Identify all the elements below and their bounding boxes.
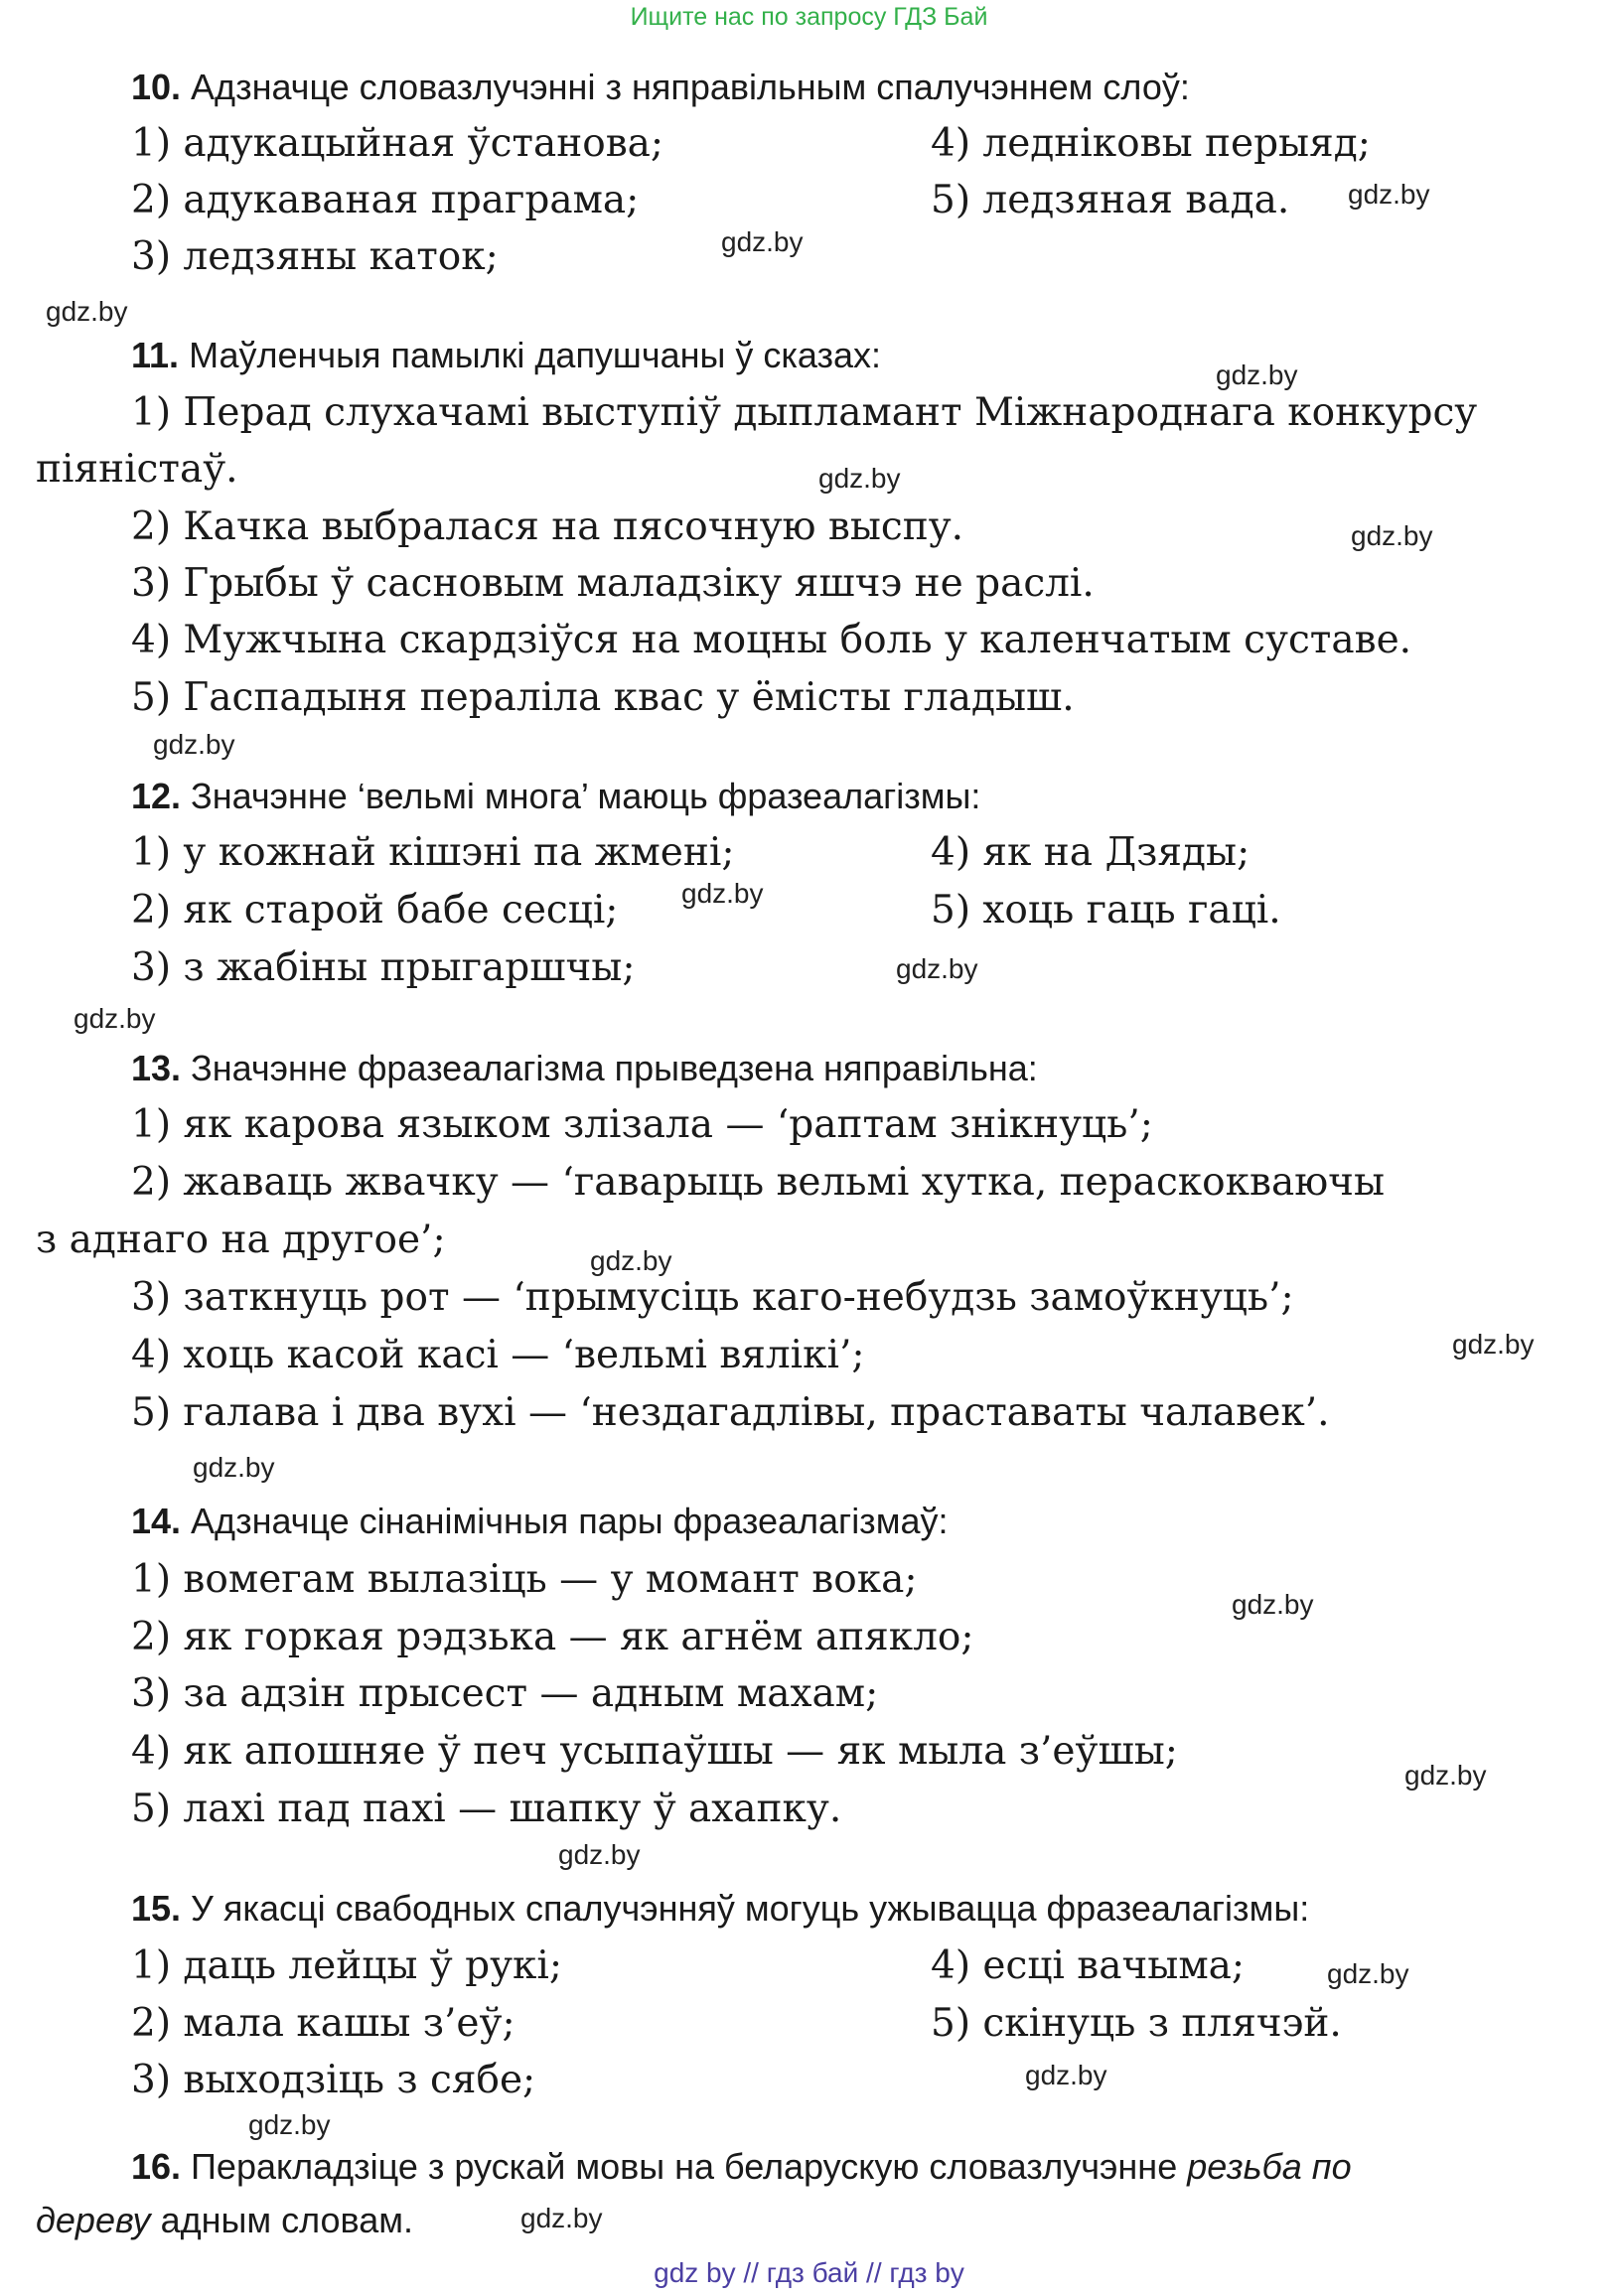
question-number: 14.: [131, 1501, 182, 1541]
question-12-heading: [131, 773, 980, 820]
watermark: gdz.by: [896, 953, 978, 984]
watermark: gdz.by: [1216, 359, 1298, 390]
q10-option-5: 5) ледзяная вада.: [931, 178, 1290, 222]
question-number: 16.: [131, 2146, 182, 2187]
watermark: gdz.by: [46, 296, 128, 327]
question-15-heading: [131, 1885, 1309, 1933]
watermark: gdz.by: [1232, 1589, 1314, 1620]
q15-option-3: 3) выходзіць з сябе;: [131, 2058, 536, 2102]
q10-option-2: 2) адукаваная праграма;: [131, 178, 640, 222]
watermark: gdz.by: [248, 2109, 331, 2140]
q12-option-1: 1) у кожнай кішэні па жмені;: [131, 830, 735, 875]
question-number: 10.: [131, 67, 182, 107]
watermark: gdz.by: [590, 1245, 672, 1276]
question-number: 12.: [131, 776, 182, 816]
q10-option-4: 4) ледніковы перыяд;: [931, 121, 1371, 166]
watermark: gdz.by: [1452, 1329, 1535, 1360]
q12-option-2: 2) як старой бабе сесці;: [131, 888, 619, 933]
question-16-continued: [36, 2197, 413, 2244]
q15-option-1: 1) даць лейцы ў рукі;: [131, 1943, 563, 1988]
question-number: 11.: [131, 335, 180, 375]
question-text: Адзначце словазлучэнні з няправільным спалучэннем слоў:: [181, 67, 1190, 107]
watermark: gdz.by: [193, 1452, 275, 1483]
q15-option-5: 5) скінуць з плячэй.: [931, 2001, 1342, 2046]
question-text: адным словам.: [150, 2200, 414, 2240]
q14-option-5: 5) лахі пад пахі — шапку ў ахапку.: [131, 1787, 842, 1831]
watermark: gdz.by: [1404, 1760, 1487, 1791]
question-10-heading: [131, 64, 1190, 111]
q14-option-1: 1) вомегам вылазіць — у момант вока;: [131, 1557, 918, 1602]
q13-option-2-continued: з аднаго на другое’;: [36, 1218, 446, 1262]
question-13-heading: [131, 1045, 1038, 1092]
q12-option-5: 5) хоць гаць гаці.: [931, 888, 1281, 933]
watermark: gdz.by: [74, 1003, 156, 1034]
question-text: Адзначце сінанімічныя пары фразеалагізмаў:: [181, 1501, 949, 1541]
question-11-heading: [131, 332, 881, 379]
question-number: 15.: [131, 1888, 182, 1929]
italic-phrase: дереву: [36, 2200, 151, 2240]
footer-links[interactable]: gdz by // гдз бай // гдз by: [654, 2257, 964, 2288]
watermark: gdz.by: [818, 463, 901, 494]
q15-option-4: 4) есці вачыма;: [931, 1943, 1246, 1988]
q13-option-3: 3) заткнуць рот — ‘прымусіць каго-небудзь замоўкнуць’;: [131, 1275, 1294, 1320]
question-16-heading: [131, 2143, 1352, 2191]
q14-option-2: 2) як горкая рэдзька — як агнём апякло;: [131, 1615, 974, 1659]
q13-option-2: 2) жаваць жвачку — ‘гаварыць вельмі хутка, пераскокваючы: [131, 1160, 1385, 1205]
watermark: gdz.by: [721, 226, 804, 257]
watermark: gdz.by: [1025, 2060, 1107, 2090]
question-number: 13.: [131, 1048, 182, 1088]
q11-option-1-continued: піяністаў.: [36, 447, 238, 492]
q13-option-5: 5) галава і два вухі — ‘нездагадлівы, праставаты чалавек’.: [131, 1390, 1330, 1435]
q11-option-3: 3) Грыбы ў сасновым маладзіку яшчэ не раслі.: [131, 561, 1095, 606]
q15-option-2: 2) мала кашы з’еў;: [131, 2001, 515, 2046]
q14-option-3: 3) за адзін прысест — адным махам;: [131, 1671, 879, 1716]
q12-option-3: 3) з жабіны прыгаршчы;: [131, 945, 636, 990]
q11-option-2: 2) Качка выбралася на пясочную выспу.: [131, 504, 964, 549]
q11-option-5: 5) Гаспадыня пераліла квас у ёмісты гладыш.: [131, 675, 1075, 720]
q10-option-1: 1) адукацыйная ўстанова;: [131, 121, 664, 166]
q11-option-1: 1) Перад слухачамі выступіў дыпламант Міжнароднага конкурсу: [131, 390, 1478, 435]
q12-option-4: 4) як на Дзяды;: [931, 830, 1250, 875]
watermark: gdz.by: [681, 878, 764, 909]
italic-phrase: резьба по: [1187, 2146, 1352, 2187]
question-text: Значэнне ‘вельмі многа’ маюць фразеалагізмы:: [181, 776, 981, 816]
q13-option-1: 1) як карова языком злізала — ‘раптам знікнуць’;: [131, 1102, 1153, 1147]
question-text: У якасці свабодных спалучэнняў могуць ужывацца фразеалагізмы:: [181, 1888, 1310, 1929]
watermark: gdz.by: [558, 1839, 641, 1870]
watermark: gdz.by: [520, 2203, 603, 2233]
q11-option-4: 4) Мужчына скардзіўся на моцны боль у каленчатым суставе.: [131, 618, 1412, 662]
question-text: Маўленчыя памылкі дапушчаны ў сказах:: [179, 335, 882, 375]
question-14-heading: [131, 1498, 948, 1545]
q10-option-3: 3) ледзяны каток;: [131, 234, 499, 279]
q13-option-4: 4) хоць касой касі — ‘вельмі вялікі’;: [131, 1333, 865, 1377]
watermark: gdz.by: [153, 729, 235, 760]
question-text: Значэнне фразеалагізма прыведзена няправільна:: [181, 1048, 1038, 1088]
top-banner[interactable]: Ищите нас по запросу ГДЗ Бай: [630, 3, 988, 31]
watermark: gdz.by: [1348, 179, 1430, 210]
q14-option-4: 4) як апошняе ў печ усыпаўшы — як мыла з’еўшы;: [131, 1729, 1178, 1774]
watermark: gdz.by: [1327, 1958, 1409, 1989]
question-text: Перакладзіце з рускай мовы на беларускую словазлучэнне: [181, 2146, 1188, 2187]
watermark: gdz.by: [1351, 520, 1433, 551]
